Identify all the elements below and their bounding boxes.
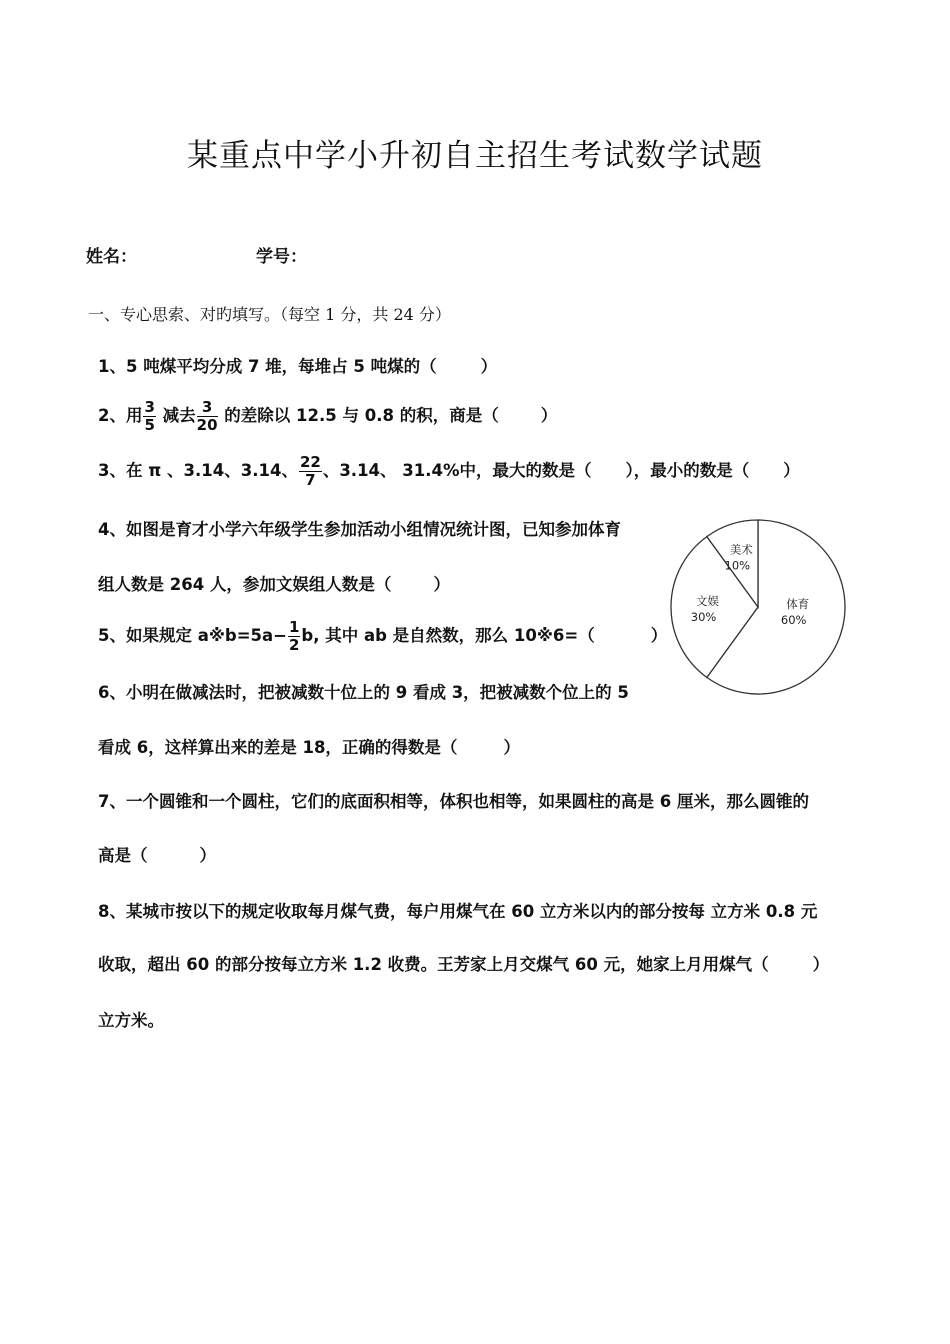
fraction-3-5: $\frac{3}{5}$ — [144, 398, 155, 434]
question-2-mid: 减去 — [162, 406, 196, 425]
pie-label-category-0: 体育 — [786, 596, 810, 611]
question-3-mid: ），最小的数是（ — [625, 461, 750, 480]
section-heading: 一、专心思索、对旳填写。（每空 1 分，共 24 分） — [88, 305, 451, 324]
question-6-line-1: 6、小明在做减法时，把被减数十位上的 9 看成 3，把被减数个位上的 5 — [98, 683, 629, 702]
question-1-close: ） — [480, 357, 498, 376]
question-4-line-2: 组人数是 264 人，参加文娱组人数是（ ） — [98, 575, 450, 594]
page-title: 某重点中学小升初自主招生考试数学试题 — [187, 138, 763, 174]
question-5-pre: 5、如果规定 a※b=5a− — [98, 626, 287, 645]
question-3 — [98, 455, 800, 488]
question-1-text: 1、5 吨煤平均分成 7 堆，每堆占 5 吨煤的（ — [98, 357, 437, 376]
pie-label-category-1: 文娱 — [696, 594, 720, 608]
pie-label-percent-2: 10% — [724, 558, 751, 573]
question-6-line-2: 看成 6，这样算出来的差是 18，正确的得数是（ ） — [98, 738, 520, 757]
fraction-22-7: $\frac{22}{7}$ — [299, 453, 321, 489]
question-7-line-2: 高是（ ） — [98, 846, 216, 865]
question-2-pre: 2、用 — [98, 406, 143, 425]
question-2-post: 的差除以 12.5 与 0.8 的积，商是（ — [224, 406, 499, 425]
fraction-3-20: $\frac{3}{20}$ — [196, 398, 218, 434]
question-5-post: b, 其中 ab 是自然数，那么 10※6=（ — [301, 626, 595, 645]
pie-label-percent-0: 60% — [780, 612, 807, 627]
question-5-close: ） — [650, 626, 668, 645]
question-4-line-1: 4、如图是育才小学六年级学生参加活动小组情况统计图，已知参加体育 — [98, 520, 621, 539]
question-1 — [98, 359, 497, 376]
question-2-close: ） — [540, 406, 558, 425]
question-7-line-1: 7、一个圆锥和一个圆柱，它们的底面积相等，体积也相等，如果圆柱的高是 6 厘米，那么圆锥的 — [98, 792, 809, 811]
activity-group-pie-chart — [668, 517, 848, 697]
question-3-pre: 3、在 π 、3.14̇、3.14、 — [98, 461, 298, 480]
pie-label-category-2: 美术 — [729, 542, 753, 557]
question-8-line-1: 8、某城市按以下的规定收取每月煤气费，每户用煤气在 60 立方米以内的部分按每 立方米 0.8 元 — [98, 902, 818, 921]
question-5 — [98, 620, 667, 653]
question-3-post: 、3.14̇、 31.4%中，最大的数是（ — [322, 461, 592, 480]
pie-label-percent-1: 30% — [690, 610, 717, 624]
question-8-line-3: 立方米。 — [98, 1011, 164, 1030]
question-2 — [98, 400, 557, 433]
student-id-label: 学号： — [256, 247, 307, 267]
question-8-line-2: 收取，超出 60 的部分按每立方米 1.2 收费。王芳家上月交煤气 60 元，她家上月用煤气（ ） — [98, 955, 830, 974]
fraction-1-2: $\frac{1}{2}$ — [288, 618, 300, 654]
name-label: 姓名： — [86, 247, 137, 267]
question-3-close: ） — [783, 461, 800, 480]
